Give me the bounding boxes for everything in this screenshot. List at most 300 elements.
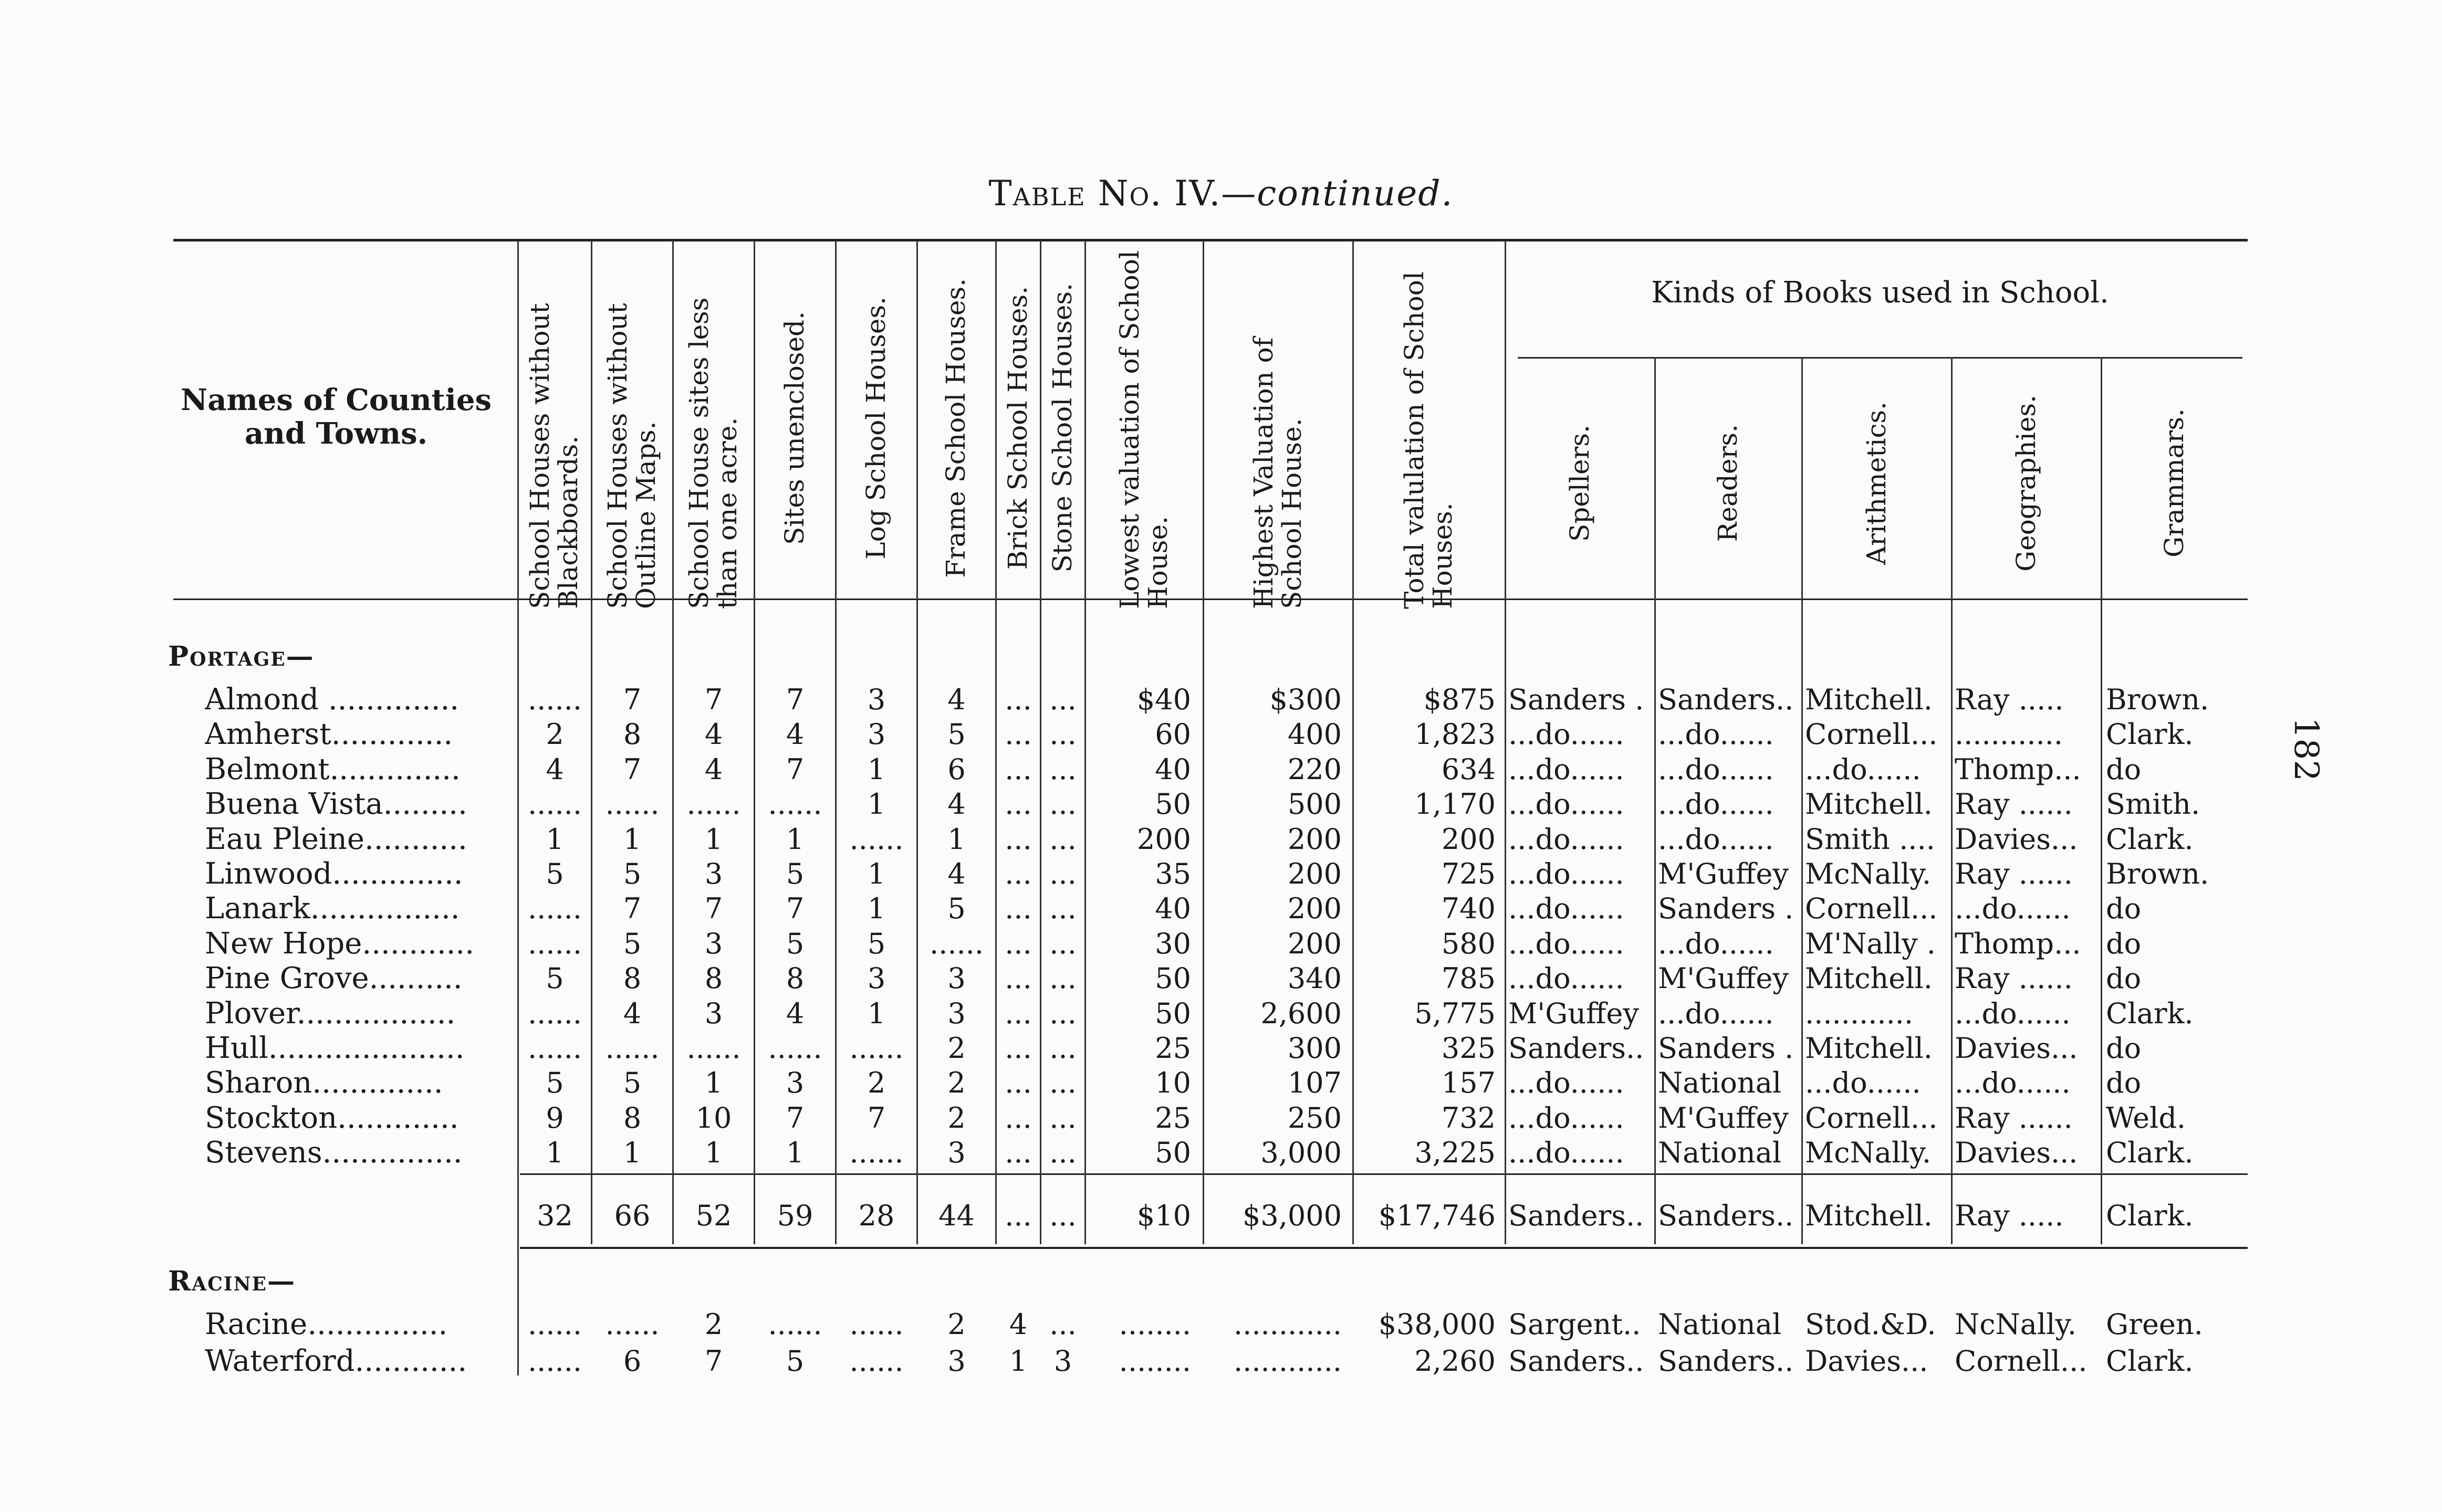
cell-brick: ... xyxy=(1005,1032,1032,1065)
cell-brick: ... xyxy=(1005,718,1032,751)
cell-total: 3,225 xyxy=(1414,1136,1496,1170)
cell-spell: Sanders.. xyxy=(1508,1032,1644,1065)
cell-log: ...... xyxy=(849,822,904,856)
cell-low: 25 xyxy=(1155,1032,1191,1065)
cell-name: Lanark................ xyxy=(205,891,460,926)
cell-log: ...... xyxy=(849,1136,904,1170)
cell-unencl: 4 xyxy=(786,718,805,751)
cell-stone: ... xyxy=(1049,1066,1077,1100)
cell-spell: ...do...... xyxy=(1508,752,1624,786)
cell-geo: Thomp... xyxy=(1955,752,2081,786)
header-grammars: Grammars. xyxy=(2159,408,2189,558)
cell-gram: Green. xyxy=(2106,1308,2203,1341)
cell-total: 157 xyxy=(1441,1066,1496,1100)
cell-log: ...... xyxy=(849,1345,904,1378)
cell-total: 740 xyxy=(1441,892,1496,926)
cell-bb: 1 xyxy=(546,1136,564,1170)
cell-log: 28 xyxy=(858,1199,895,1232)
cell-unencl: ...... xyxy=(768,1032,822,1065)
cell-frame: 5 xyxy=(947,892,966,926)
cell-low: 200 xyxy=(1136,822,1191,856)
cell-geo: Cornell... xyxy=(1955,1345,2088,1378)
cell-brick: ... xyxy=(1005,788,1032,821)
cell-unencl: 7 xyxy=(786,1101,805,1135)
cell-log: 3 xyxy=(867,962,886,995)
cell-high: 250 xyxy=(1287,1101,1342,1135)
cell-bb: 5 xyxy=(546,1066,564,1100)
cell-geo: Thomp... xyxy=(1955,927,2081,960)
cell-maps: 4 xyxy=(623,996,642,1030)
cell-sites: 52 xyxy=(695,1199,732,1232)
cell-gram: do xyxy=(2106,892,2142,926)
cell-frame: ...... xyxy=(930,927,984,960)
cell-low: 40 xyxy=(1155,892,1191,926)
cell-stone: ... xyxy=(1049,683,1077,716)
cell-spell: Sanders . xyxy=(1508,683,1644,716)
cell-brick: ... xyxy=(1005,1199,1032,1232)
cell-gram: Clark. xyxy=(2106,1345,2194,1378)
cell-spell: ...do...... xyxy=(1508,962,1624,995)
cell-gram: do xyxy=(2106,1066,2142,1100)
cell-total: 2,260 xyxy=(1414,1345,1496,1378)
cell-geo: Ray ..... xyxy=(1955,683,2064,716)
cell-total: 1,823 xyxy=(1414,718,1496,751)
cell-low: 50 xyxy=(1155,1136,1191,1170)
cell-sites: 7 xyxy=(704,1345,723,1378)
cell-maps: 8 xyxy=(623,962,642,995)
cell-spell: ...do...... xyxy=(1508,927,1624,960)
header-spellers: Spellers. xyxy=(1564,424,1595,542)
header-no-blackboards: School Houses without Blackboards. xyxy=(525,303,583,609)
cell-stone: ... xyxy=(1049,1199,1077,1232)
cell-unencl: 5 xyxy=(786,1345,805,1378)
cell-arith: Stod.&D. xyxy=(1805,1308,1936,1341)
cell-low: $40 xyxy=(1136,683,1191,716)
cell-high: 300 xyxy=(1287,1032,1342,1065)
cell-brick: ... xyxy=(1005,927,1032,960)
cell-read: National xyxy=(1658,1308,1782,1341)
table-row xyxy=(0,891,2442,926)
cell-total: 5,775 xyxy=(1414,996,1496,1030)
cell-high: 200 xyxy=(1287,822,1342,856)
cell-high: 400 xyxy=(1287,718,1342,751)
cell-low: 50 xyxy=(1155,996,1191,1030)
cell-frame: 5 xyxy=(947,718,966,751)
cell-arith: Mitchell. xyxy=(1805,683,1933,716)
cell-sites: 7 xyxy=(704,892,723,926)
cell-frame: 2 xyxy=(947,1066,966,1100)
cell-unencl: 1 xyxy=(786,822,805,856)
cell-low: 50 xyxy=(1155,962,1191,995)
cell-high: 3,000 xyxy=(1260,1136,1342,1170)
header-arithmetics: Arithmetics. xyxy=(1861,401,1892,565)
cell-total: 580 xyxy=(1441,927,1496,960)
table-row xyxy=(0,682,2442,717)
cell-unencl: 3 xyxy=(786,1066,805,1100)
cell-geo: ...do...... xyxy=(1955,892,2071,926)
cell-name: Buena Vista......... xyxy=(205,787,467,822)
header-small-sites: School House sites less than one acre. xyxy=(683,297,743,609)
cell-log: 1 xyxy=(867,892,886,926)
cell-bb: ...... xyxy=(528,927,582,960)
cell-name: Stevens............... xyxy=(205,1136,463,1170)
header-names: Names of Counties and Towns. xyxy=(181,383,492,452)
cell-geo: ...do...... xyxy=(1955,996,2071,1030)
header-kinds-of-books: Kinds of Books used in School. xyxy=(1651,276,2109,310)
cell-spell: ...do...... xyxy=(1508,1066,1624,1100)
cell-high: $300 xyxy=(1269,683,1342,716)
cell-gram: do xyxy=(2106,962,2142,995)
cell-brick: ... xyxy=(1005,822,1032,856)
cell-unencl: 8 xyxy=(786,962,805,995)
cell-unencl: 5 xyxy=(786,857,805,890)
cell-stone: ... xyxy=(1049,718,1077,751)
cell-spell: Sanders.. xyxy=(1508,1345,1644,1378)
cell-geo: Davies... xyxy=(1955,1136,2078,1170)
cell-spell: ...do...... xyxy=(1508,1101,1624,1135)
cell-read: ...do...... xyxy=(1658,788,1774,821)
cell-geo: Ray ...... xyxy=(1955,788,2073,821)
table-row xyxy=(0,857,2442,891)
cell-log: ...... xyxy=(849,1308,904,1341)
cell-brick: 1 xyxy=(1009,1345,1028,1378)
cell-arith: Cornell... xyxy=(1805,718,1938,751)
cell-maps: 6 xyxy=(623,1345,642,1378)
cell-geo: Davies... xyxy=(1955,1032,2078,1065)
table-row xyxy=(0,1066,2442,1100)
cell-read: ...do...... xyxy=(1658,996,1774,1030)
cell-geo: Ray ..... xyxy=(1955,1199,2064,1232)
cell-low: 30 xyxy=(1155,927,1191,960)
cell-log: 3 xyxy=(867,683,886,716)
cell-bb: 5 xyxy=(546,962,564,995)
cell-low: ........ xyxy=(1119,1345,1191,1378)
cell-arith: McNally. xyxy=(1805,1136,1932,1170)
cell-unencl: 4 xyxy=(786,996,805,1030)
cell-low: 40 xyxy=(1155,752,1191,786)
cell-geo: Ray ...... xyxy=(1955,1101,2073,1135)
cell-arith: Smith .... xyxy=(1805,822,1935,856)
table-row xyxy=(0,1136,2442,1170)
cell-low: 35 xyxy=(1155,857,1191,890)
cell-read: ...do...... xyxy=(1658,718,1774,751)
cell-maps: ...... xyxy=(605,1308,660,1341)
cell-high: 340 xyxy=(1287,962,1342,995)
header-total: Total valulation of School Houses. xyxy=(1399,271,1458,609)
cell-unencl: 7 xyxy=(786,683,805,716)
cell-name: Waterford............ xyxy=(205,1344,467,1378)
header-readers: Readers. xyxy=(1713,424,1743,542)
cell-low: 60 xyxy=(1155,718,1191,751)
cell-high: 200 xyxy=(1287,857,1342,890)
title-suffix: —continued. xyxy=(1221,173,1454,214)
cell-total: $38,000 xyxy=(1378,1308,1496,1341)
cell-gram: Clark. xyxy=(2106,1199,2194,1232)
table-row xyxy=(0,1307,2442,1342)
cell-frame: 2 xyxy=(947,1308,966,1341)
cell-sites: 3 xyxy=(704,927,723,960)
section-racine: Racine— xyxy=(168,1265,296,1297)
cell-maps: 8 xyxy=(623,718,642,751)
cell-name: Eau Pleine........... xyxy=(205,822,467,856)
section-rule xyxy=(520,1247,2248,1249)
cell-high: 200 xyxy=(1287,927,1342,960)
cell-name: Racine............... xyxy=(205,1307,448,1341)
cell-spell: ...do...... xyxy=(1508,892,1624,926)
cell-log: 7 xyxy=(867,1101,886,1135)
cell-geo: ...do...... xyxy=(1955,1066,2071,1100)
cell-sites: 2 xyxy=(704,1308,723,1341)
cell-bb: 2 xyxy=(546,718,564,751)
cell-sites: ...... xyxy=(686,788,741,821)
header-geographies: Geographies. xyxy=(2010,394,2041,572)
table-row xyxy=(0,961,2442,996)
cell-arith: M'Nally . xyxy=(1805,927,1936,960)
cell-log: 2 xyxy=(867,1066,886,1100)
cell-brick: ... xyxy=(1005,1136,1032,1170)
table-row xyxy=(0,1031,2442,1066)
cell-read: National xyxy=(1658,1136,1782,1170)
cell-stone: ... xyxy=(1049,752,1077,786)
cell-sites: 1 xyxy=(704,1136,723,1170)
cell-stone: ... xyxy=(1049,1308,1077,1341)
cell-total: $875 xyxy=(1423,683,1496,716)
cell-name: New Hope............ xyxy=(205,926,475,961)
cell-read: Sanders.. xyxy=(1658,1345,1794,1378)
cell-log: 3 xyxy=(867,718,886,751)
cell-frame: 2 xyxy=(947,1101,966,1135)
cell-arith: McNally. xyxy=(1805,857,1932,890)
cell-brick: ... xyxy=(1005,962,1032,995)
header-stone: Stone School Houses. xyxy=(1047,283,1078,573)
cell-bb: ...... xyxy=(528,892,582,926)
cell-frame: 4 xyxy=(947,788,966,821)
cell-high: 220 xyxy=(1287,752,1342,786)
cell-name: Belmont.............. xyxy=(205,752,461,786)
cell-bb: 1 xyxy=(546,822,564,856)
cell-frame: 6 xyxy=(947,752,966,786)
cell-gram: Brown. xyxy=(2106,857,2209,890)
cell-high: ............ xyxy=(1234,1345,1342,1378)
cell-maps: 8 xyxy=(623,1101,642,1135)
cell-read: Sanders . xyxy=(1658,1032,1794,1065)
cell-maps: 1 xyxy=(623,822,642,856)
cell-total: 785 xyxy=(1441,962,1496,995)
cell-brick: ... xyxy=(1005,892,1032,926)
cell-arith: Mitchell. xyxy=(1805,1199,1933,1232)
cell-log: 1 xyxy=(867,788,886,821)
cell-frame: 1 xyxy=(947,822,966,856)
cell-bb: 4 xyxy=(546,752,564,786)
cell-unencl: 5 xyxy=(786,927,805,960)
cell-bb: 5 xyxy=(546,857,564,890)
cell-arith: ...do...... xyxy=(1805,1066,1921,1100)
cell-stone: ... xyxy=(1049,996,1077,1030)
header-highest: Highest Valuation of School House. xyxy=(1248,337,1307,609)
cell-gram: do xyxy=(2106,1032,2142,1065)
cell-brick: ... xyxy=(1005,752,1032,786)
header-no-maps: School Houses without Outline Maps. xyxy=(602,303,661,609)
cell-maps: 66 xyxy=(614,1199,651,1232)
cell-frame: 3 xyxy=(947,1345,966,1378)
cell-low: 50 xyxy=(1155,788,1191,821)
cell-maps: ...... xyxy=(605,788,660,821)
cell-name: Pine Grove.......... xyxy=(205,961,463,996)
cell-maps: 7 xyxy=(623,892,642,926)
cell-stone: ... xyxy=(1049,962,1077,995)
cell-read: National xyxy=(1658,1066,1782,1100)
cell-brick: ... xyxy=(1005,996,1032,1030)
cell-frame: 4 xyxy=(947,857,966,890)
cell-brick: ... xyxy=(1005,683,1032,716)
cell-spell: ...do...... xyxy=(1508,1136,1624,1170)
totals-row xyxy=(0,1199,2442,1233)
cell-total: 1,170 xyxy=(1414,788,1496,821)
header-frame: Frame School Houses. xyxy=(941,278,971,578)
cell-brick: ... xyxy=(1005,1101,1032,1135)
cell-read: M'Guffey xyxy=(1658,962,1789,995)
cell-read: Sanders . xyxy=(1658,892,1794,926)
cell-high: ............ xyxy=(1234,1308,1342,1341)
cell-geo: ............ xyxy=(1955,718,2063,751)
cell-brick: ... xyxy=(1005,857,1032,890)
cell-sites: 3 xyxy=(704,996,723,1030)
cell-geo: Ray ...... xyxy=(1955,962,2073,995)
cell-frame: 3 xyxy=(947,962,966,995)
table-row xyxy=(0,787,2442,822)
cell-sites: 4 xyxy=(704,718,723,751)
cell-arith: ...do...... xyxy=(1805,752,1921,786)
cell-spell: Sanders.. xyxy=(1508,1199,1644,1232)
cell-gram: Brown. xyxy=(2106,683,2209,716)
cell-stone: 3 xyxy=(1053,1345,1072,1378)
cell-gram: do xyxy=(2106,927,2142,960)
cell-unencl: 7 xyxy=(786,892,805,926)
cell-spell: ...do...... xyxy=(1508,788,1624,821)
cell-maps: ...... xyxy=(605,1032,660,1065)
table-row xyxy=(0,1344,2442,1379)
cell-name: Almond .............. xyxy=(205,682,460,717)
table-row xyxy=(0,717,2442,752)
cell-bb: ...... xyxy=(528,683,582,716)
cell-unencl: ...... xyxy=(768,788,822,821)
cell-stone: ... xyxy=(1049,822,1077,856)
cell-spell: Sargent.. xyxy=(1508,1308,1641,1341)
cell-frame: 3 xyxy=(947,1136,966,1170)
cell-sites: 8 xyxy=(704,962,723,995)
cell-read: ...do...... xyxy=(1658,752,1774,786)
cell-frame: 2 xyxy=(947,1032,966,1065)
table-row xyxy=(0,927,2442,961)
cell-name: Amherst............. xyxy=(205,717,453,752)
cell-arith: Mitchell. xyxy=(1805,1032,1933,1065)
cell-sites: 1 xyxy=(704,1066,723,1100)
cell-arith: Cornell... xyxy=(1805,892,1938,926)
cell-sites: ...... xyxy=(686,1032,741,1065)
cell-sites: 10 xyxy=(695,1101,732,1135)
cell-stone: ... xyxy=(1049,1136,1077,1170)
table-row xyxy=(0,822,2442,857)
cell-arith: Mitchell. xyxy=(1805,788,1933,821)
cell-bb: ...... xyxy=(528,996,582,1030)
cell-total: 325 xyxy=(1441,1032,1496,1065)
cell-high: 107 xyxy=(1287,1066,1342,1100)
cell-bb: ...... xyxy=(528,1308,582,1341)
cell-low: ........ xyxy=(1119,1308,1191,1341)
cell-read: Sanders.. xyxy=(1658,683,1794,716)
cell-brick: 4 xyxy=(1009,1308,1028,1341)
cell-low: $10 xyxy=(1136,1199,1191,1232)
cell-maps: 5 xyxy=(623,857,642,890)
cell-gram: Weld. xyxy=(2106,1101,2186,1135)
cell-name: Stockton............. xyxy=(205,1100,459,1135)
cell-total: 200 xyxy=(1441,822,1496,856)
cell-total: 725 xyxy=(1441,857,1496,890)
cell-geo: Ray ...... xyxy=(1955,857,2073,890)
cell-stone: ... xyxy=(1049,1101,1077,1135)
cell-name: Sharon.............. xyxy=(205,1066,443,1100)
cell-read: M'Guffey xyxy=(1658,1101,1789,1135)
cell-gram: do xyxy=(2106,752,2142,786)
cell-maps: 5 xyxy=(623,927,642,960)
cell-arith: Cornell... xyxy=(1805,1101,1938,1135)
cell-frame: 4 xyxy=(947,683,966,716)
cell-maps: 1 xyxy=(623,1136,642,1170)
cell-arith: Davies... xyxy=(1805,1345,1928,1378)
cell-total: 732 xyxy=(1441,1101,1496,1135)
cell-high: $3,000 xyxy=(1243,1199,1342,1232)
cell-read: ...do...... xyxy=(1658,927,1774,960)
table-row xyxy=(0,752,2442,787)
cell-stone: ... xyxy=(1049,1032,1077,1065)
cell-stone: ... xyxy=(1049,857,1077,890)
cell-sites: 3 xyxy=(704,857,723,890)
cell-low: 10 xyxy=(1155,1066,1191,1100)
cell-log: 1 xyxy=(867,857,886,890)
cell-spell: ...do...... xyxy=(1508,718,1624,751)
page-number: 182 xyxy=(2287,717,2326,782)
cell-unencl: 59 xyxy=(777,1199,813,1232)
cell-bb: ...... xyxy=(528,1345,582,1378)
cell-maps: 5 xyxy=(623,1066,642,1100)
cell-spell: ...do...... xyxy=(1508,822,1624,856)
title-prefix: Table No. IV. xyxy=(988,173,1222,214)
cell-gram: Clark. xyxy=(2106,996,2194,1030)
header-unenclosed: Sites unenclosed. xyxy=(779,311,810,545)
section-portage: Portage— xyxy=(168,640,315,673)
cell-log: ...... xyxy=(849,1032,904,1065)
cell-arith: Mitchell. xyxy=(1805,962,1933,995)
cell-gram: Smith. xyxy=(2106,788,2200,821)
cell-read: M'Guffey xyxy=(1658,857,1789,890)
cell-stone: ... xyxy=(1049,927,1077,960)
top-rule xyxy=(173,239,2248,242)
totals-top-rule xyxy=(520,1173,2248,1175)
header-brick: Brick School Houses. xyxy=(1002,286,1033,570)
cell-unencl: 1 xyxy=(786,1136,805,1170)
cell-spell: ...do...... xyxy=(1508,857,1624,890)
cell-bb: 9 xyxy=(546,1101,564,1135)
cell-gram: Clark. xyxy=(2106,1136,2194,1170)
cell-total: 634 xyxy=(1441,752,1496,786)
table-row xyxy=(0,1101,2442,1136)
cell-maps: 7 xyxy=(623,683,642,716)
cell-high: 200 xyxy=(1287,892,1342,926)
cell-name: Linwood.............. xyxy=(205,857,463,891)
cell-log: 1 xyxy=(867,752,886,786)
cell-sites: 1 xyxy=(704,822,723,856)
cell-spell: M'Guffey xyxy=(1508,996,1639,1030)
